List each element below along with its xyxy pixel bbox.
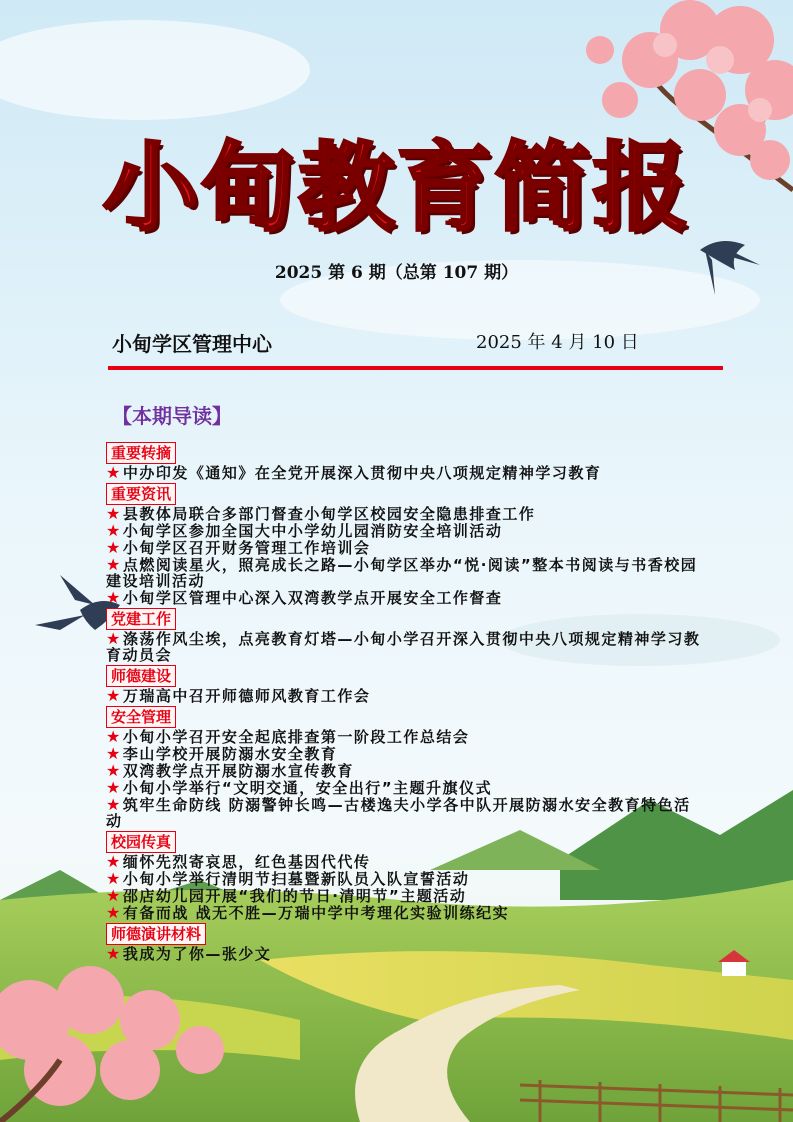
section-tag: 安全管理 [106, 706, 176, 728]
bulletin-title: 小甸教育简报 [102, 131, 691, 244]
toc-item[interactable]: ★邵店幼儿园开展“我们的节日·清明节”主题活动 [106, 886, 467, 905]
section-tag: 重要转摘 [106, 442, 176, 464]
star-icon: ★ [106, 588, 122, 607]
section-tag: 师德建设 [106, 665, 176, 687]
star-icon: ★ [106, 944, 122, 963]
section-safety-management [106, 706, 706, 829]
star-icon: ★ [106, 903, 122, 922]
toc-item[interactable]: ★双湾教学点开展防溺水宣传教育 [106, 761, 354, 780]
toc-item[interactable]: ★李山学校开展防溺水安全教育 [106, 744, 338, 763]
section-teacher-ethics [106, 665, 706, 704]
star-icon: ★ [106, 727, 122, 746]
toc-item[interactable]: ★点燃阅读星火，照亮成长之路—小甸学区举办“悦·阅读”整本书阅读与书香校园建设培训活动 [106, 555, 698, 590]
star-icon: ★ [106, 629, 122, 648]
toc-item[interactable]: ★县教体局联合多部门督查小甸学区校园安全隐患排查工作 [106, 504, 536, 523]
star-icon: ★ [106, 744, 122, 763]
toc-item[interactable]: ★有备而战 战无不胜—万瑞中学中考理化实验训练纪实 [106, 903, 510, 922]
toc-item[interactable]: ★小甸小学召开安全起底排查第一阶段工作总结会 [106, 727, 470, 746]
toc-item[interactable]: ★小甸小学举行清明节扫墓暨新队员入队宣誓活动 [106, 869, 470, 888]
star-icon: ★ [106, 463, 122, 482]
star-icon: ★ [106, 686, 122, 705]
star-icon: ★ [106, 521, 122, 540]
toc-item[interactable]: ★涤荡作风尘埃，点亮教育灯塔—小甸小学召开深入贯彻中央八项规定精神学习教育动员会 [106, 629, 701, 664]
star-icon: ★ [106, 795, 122, 814]
star-icon: ★ [106, 778, 122, 797]
section-campus-news [106, 831, 706, 921]
star-icon: ★ [106, 869, 122, 888]
star-icon: ★ [106, 852, 122, 871]
section-important-excerpts [106, 442, 706, 481]
organization-name: 小甸学区管理中心 [112, 332, 272, 356]
toc-item[interactable]: ★万瑞高中召开师德师风教育工作会 [106, 686, 371, 705]
star-icon: ★ [106, 504, 122, 523]
publish-date: 2025 年 4 月 10 日 [476, 332, 639, 353]
section-speech-materials [106, 923, 706, 962]
toc-item[interactable]: ★筑牢生命防线 防溺警钟长鸣—古楼逸夫小学各中队开展防溺水安全教育特色活动 [106, 795, 691, 830]
issue-number: 2025 第 6 期（总第 107 期） [274, 263, 519, 283]
section-tag: 校园传真 [106, 831, 176, 853]
section-important-news [106, 483, 706, 606]
section-tag: 师德演讲材料 [106, 923, 206, 945]
toc-heading: 【本期导读】 [112, 404, 232, 428]
toc-item[interactable]: ★小甸学区管理中心深入双湾教学点开展安全工作督查 [106, 588, 503, 607]
star-icon: ★ [106, 761, 122, 780]
red-divider [108, 366, 723, 370]
section-party-building [106, 608, 706, 663]
star-icon: ★ [106, 555, 122, 574]
toc-item[interactable]: ★缅怀先烈寄哀思，红色基因代代传 [106, 852, 371, 871]
star-icon: ★ [106, 538, 122, 557]
section-tag: 重要资讯 [106, 483, 176, 505]
toc-item[interactable]: ★中办印发《通知》在全党开展深入贯彻中央八项规定精神学习教育 [106, 463, 602, 482]
star-icon: ★ [106, 886, 122, 905]
table-of-contents [106, 440, 706, 962]
toc-item[interactable]: ★小甸学区参加全国大中小学幼儿园消防安全培训活动 [106, 521, 503, 540]
toc-item[interactable]: ★小甸学区召开财务管理工作培训会 [106, 538, 371, 557]
section-tag: 党建工作 [106, 608, 176, 630]
toc-item[interactable]: ★小甸小学举行“文明交通，安全出行”主题升旗仪式 [106, 778, 493, 797]
toc-item[interactable]: ★我成为了你—张少文 [106, 944, 272, 963]
